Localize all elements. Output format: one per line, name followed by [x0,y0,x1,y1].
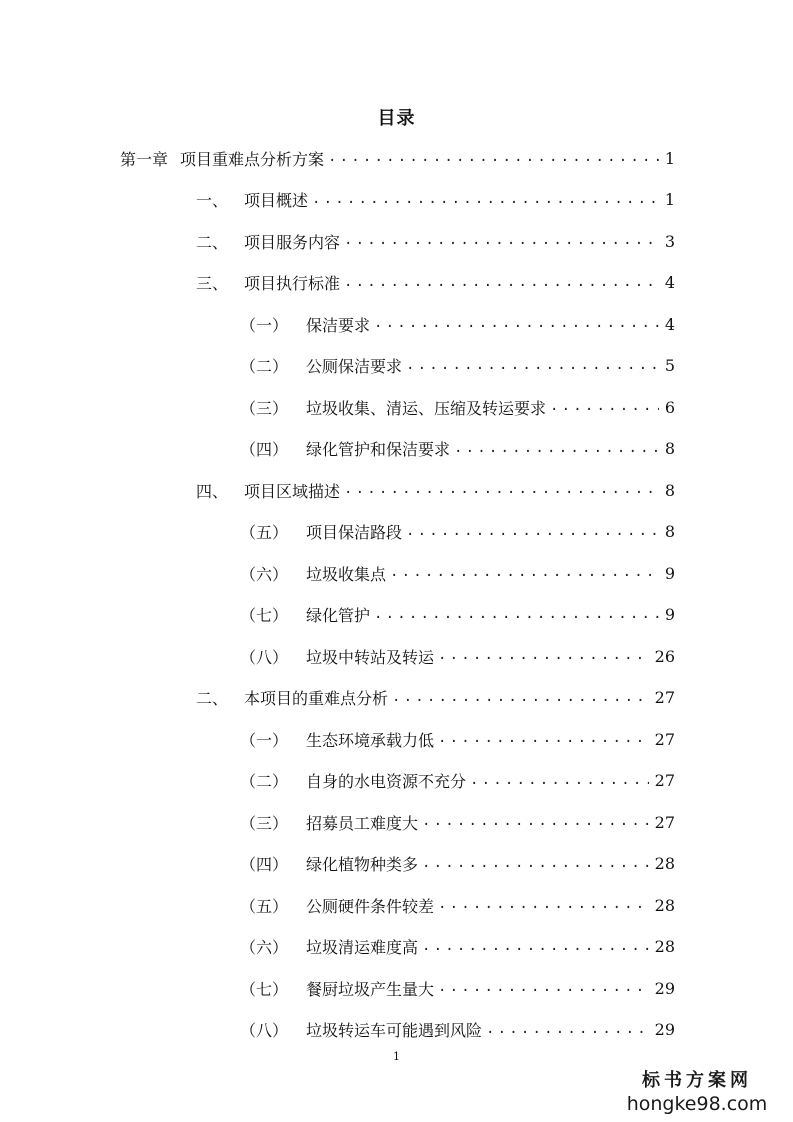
toc-entry-number: （二） [240,772,289,791]
toc-entry-number: 一、 [196,191,229,210]
toc-entry[interactable] [240,595,675,635]
toc-entry[interactable] [240,802,675,842]
toc-dot-leader [550,399,659,415]
toc-entry-page: 9 [664,563,675,583]
toc-entry-title: 项目服务内容 [244,232,341,252]
toc-entry-title: 公厕硬件条件较差 [306,896,435,916]
toc-entry[interactable] [196,180,675,220]
toc-entry-title: 垃圾转运车可能遇到风险 [306,1021,483,1040]
toc-entry-page: 29 [654,1020,675,1039]
toc-dot-leader [328,150,659,166]
toc-entry-title: 本项目的重难点分析 [244,689,389,708]
toc-entry-number: （六） [240,938,289,957]
toc-entry[interactable] [120,138,675,178]
toc-dot-leader [344,275,659,291]
toc-entry-page: 8 [664,522,675,541]
toc-dot-leader [406,358,659,374]
page-number: 1 [393,1050,400,1063]
toc-entry-title: 绿化管护和保洁要求 [306,440,451,459]
toc-entry-number: （七） [240,606,289,625]
toc-entry[interactable] [196,221,675,261]
toc-entry-number: （三） [240,398,289,418]
toc-entry-number: （四） [240,855,289,874]
toc-entry-number: （一） [240,315,289,335]
toc-entry-page: 5 [664,356,675,375]
toc-dot-leader [374,607,659,623]
toc-entry-page: 8 [664,439,675,458]
watermark-line1: 标书方案网 [642,1070,752,1091]
toc-dot-leader [390,565,659,581]
toc-entry[interactable] [240,387,675,427]
toc-entry-number: 四、 [196,481,229,501]
toc-entry-page: 4 [664,314,675,334]
toc-dot-leader [312,192,659,208]
toc-dot-leader [486,1022,649,1038]
toc-entry-page: 3 [664,231,675,251]
toc-entry[interactable] [240,1010,675,1050]
toc-entry[interactable] [240,968,675,1008]
toc-entry-page: 27 [654,771,675,790]
toc-entry[interactable] [240,304,675,344]
toc-entry-page: 1 [664,148,675,168]
toc-entry-title: 保洁要求 [306,315,371,335]
toc-entry-page: 29 [654,978,675,998]
toc-entry-number: （八） [240,647,289,667]
toc-entry-page: 8 [664,480,675,500]
toc-dot-leader [438,980,649,996]
toc-entry-page: 28 [654,854,675,873]
toc-entry-number: （八） [240,1021,289,1040]
toc-dot-leader [438,731,649,747]
toc-entry[interactable] [240,512,675,552]
toc-entry[interactable] [240,346,675,386]
toc-entry-number: （二） [240,357,289,376]
toc-entry-number: （一） [240,730,289,750]
toc-entry-number: （七） [240,979,289,999]
toc-entry-page: 27 [654,812,675,832]
toc-entry-title: 招募员工难度大 [306,813,419,833]
watermark-line2: hongke98.com [626,1093,768,1115]
toc-dot-leader [438,897,649,913]
toc-entry-title: 绿化植物种类多 [306,855,419,874]
toc-entry[interactable] [240,761,675,801]
toc-entry-title: 项目保洁路段 [306,523,403,542]
toc-entry-page: 27 [654,688,675,707]
toc-entry-number: （四） [240,440,289,459]
toc-entry-number: 第一章 [120,149,169,169]
toc-entry-title: 项目区域描述 [244,481,341,501]
toc-entry-page: 28 [654,937,675,956]
toc-dot-leader [374,316,659,332]
watermark-logo [617,1066,777,1115]
toc-entry-title: 项目执行标准 [244,274,341,293]
toc-entry-page: 4 [664,273,675,292]
toc-entry-number: 二、 [196,232,229,252]
toc-entry[interactable] [240,636,675,676]
toc-entry[interactable] [240,719,675,759]
toc-entry[interactable] [196,470,675,510]
toc-entry[interactable] [240,844,675,884]
toc-dot-leader [422,939,649,955]
toc-title: 目录 [377,108,416,129]
toc-entry-number: （六） [240,564,289,584]
toc-dot-leader [470,773,649,789]
toc-entry-page: 28 [654,895,675,915]
toc-dot-leader [344,482,659,498]
toc-entry-number: （三） [240,813,289,833]
toc-entry-title: 垃圾收集点 [306,564,387,584]
toc-entry-title: 项目概述 [244,191,309,210]
toc-entry-title: 项目重难点分析方案 [180,149,325,169]
toc-entry-page: 9 [664,605,675,624]
toc-entry-page: 27 [654,729,675,749]
toc-entry[interactable] [196,678,675,718]
toc-entry-page: 6 [664,397,675,417]
toc-entry-title: 自身的水电资源不充分 [306,772,467,791]
toc-entry-title: 垃圾中转站及转运 [306,647,435,667]
toc-entry-page: 26 [654,646,675,666]
toc-entry-title: 绿化管护 [306,606,371,625]
toc-entry-page: 1 [664,190,675,209]
toc-dot-leader [422,814,649,830]
toc-entry-number: （五） [240,896,289,916]
toc-dot-leader [344,233,659,249]
toc-entry-number: （五） [240,523,289,542]
toc-entry-title: 垃圾收集、清运、压缩及转运要求 [306,398,547,418]
toc-entry[interactable] [240,927,675,967]
toc-dot-leader [392,690,649,706]
toc-entry-number: 二、 [196,689,229,708]
toc-dot-leader [406,524,659,540]
toc-entry[interactable] [240,429,675,469]
toc-entry[interactable] [196,263,675,303]
toc-entry-title: 公厕保洁要求 [306,357,403,376]
toc-entry-number: 三、 [196,274,229,293]
toc-dot-leader [454,441,659,457]
toc-entry-title: 垃圾清运难度高 [306,938,419,957]
toc-entry[interactable] [240,553,675,593]
toc-entry[interactable] [240,885,675,925]
toc-entry-title: 餐厨垃圾产生量大 [306,979,435,999]
toc-entry-title: 生态环境承载力低 [306,730,435,750]
toc-dot-leader [422,856,649,872]
toc-dot-leader [438,648,649,664]
